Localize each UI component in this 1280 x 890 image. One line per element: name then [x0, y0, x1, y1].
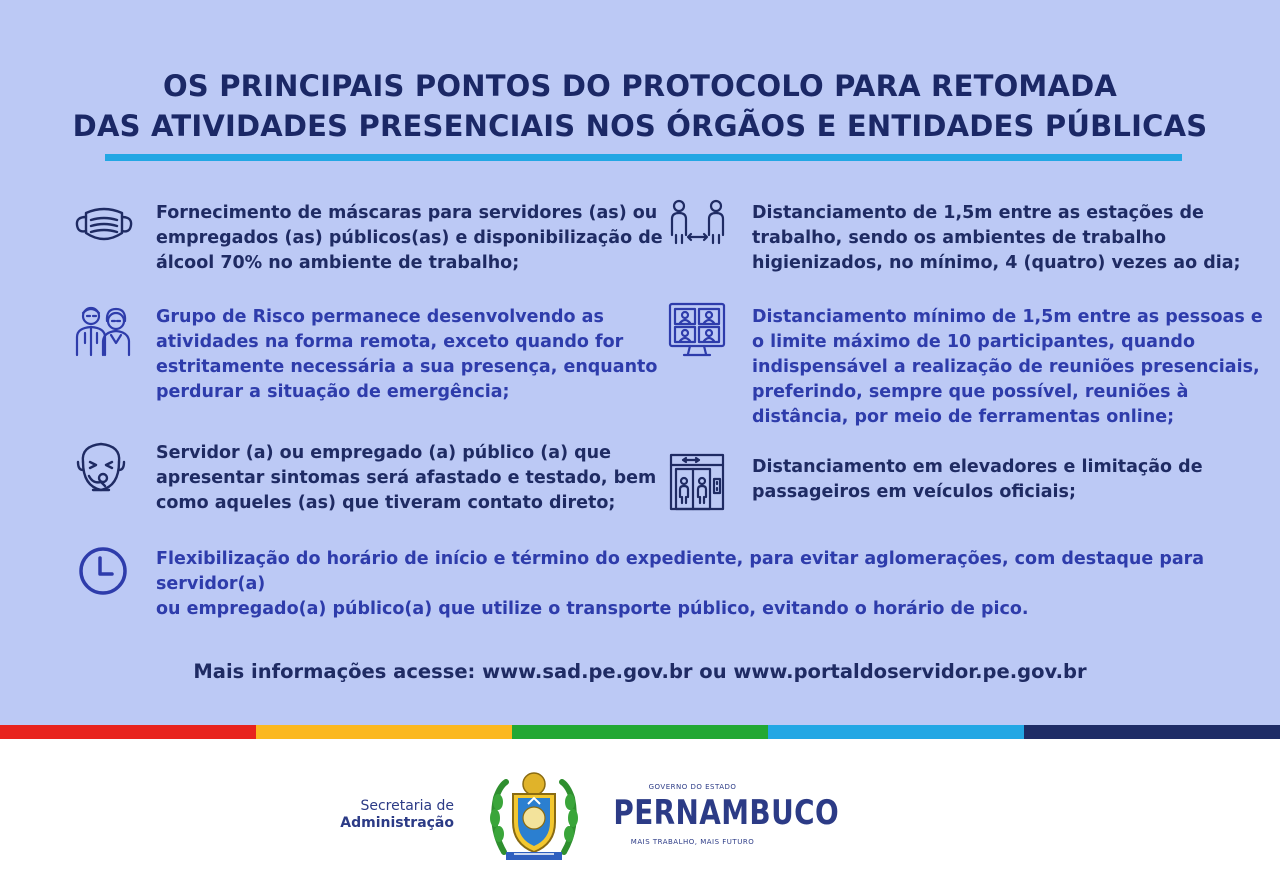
text-line: Grupo de Risco permanece desenvolvendo as: [156, 307, 604, 327]
meetings-text: [752, 305, 1263, 430]
risk-group-text: [156, 305, 657, 405]
state-name: PERNAMBUCO: [613, 793, 840, 833]
text-line: estritamente necessária a sua presença, enquanto: [156, 357, 658, 377]
text-line: Distanciamento de 1,5m entre as estações de: [752, 203, 1204, 223]
symptoms-text: [156, 441, 656, 516]
text-line: Distanciamento em elevadores e limitação de: [752, 457, 1203, 477]
schedule-text: [156, 547, 1280, 622]
secretaria-logo-text: [330, 798, 454, 832]
elevator-icon: [669, 453, 725, 511]
video-conference-icon: [668, 302, 726, 358]
face-mask-icon: [74, 203, 134, 247]
text-line: distância, por meio de ferramentas online;: [752, 407, 1175, 427]
text-line: empregados (as) públicos(as) e disponibilização de: [156, 228, 663, 248]
text-line: o limite máximo de 10 participantes, quando: [752, 332, 1195, 352]
text-line: higienizados, no mínimo, 4 (quatro) vezes ao dia;: [752, 253, 1241, 273]
pernambuco-coat-of-arms-icon: [486, 768, 582, 868]
text-line: ou empregado(a) público(a) que utilize o transporte público, evitando o horário de pico.: [156, 599, 1029, 619]
text-line: Flexibilização do horário de início e término do expediente, para evitar aglomerações, com destaque para servidor(a): [156, 549, 1205, 594]
text-line: álcool 70% no ambiente de trabalho;: [156, 253, 520, 273]
page-title: [0, 66, 1280, 146]
state-motto: MAIS TRABALHO, MAIS FUTURO: [630, 838, 755, 846]
text-line: passageiros em veículos oficiais;: [752, 482, 1076, 502]
secretaria-line-2: Administração: [340, 815, 454, 831]
text-line: Distanciamento mínimo de 1,5m entre as pessoas e: [752, 307, 1263, 327]
text-line: preferindo, sempre que possível, reuniões à: [752, 382, 1189, 402]
color-stripe-yellow: [256, 725, 512, 739]
text-line: apresentar sintomas será afastado e testado, bem: [156, 468, 657, 488]
text-line: Fornecimento de máscaras para servidores (as) ou: [156, 203, 658, 223]
masks-text: [156, 201, 663, 276]
title-underline: [105, 154, 1182, 161]
elderly-couple-icon: [74, 303, 132, 357]
sick-person-icon: [75, 440, 127, 496]
title-line-1: OS PRINCIPAIS PONTOS DO PROTOCOLO PARA RETOMADA: [162, 69, 1118, 103]
title-line-2: DAS ATIVIDADES PRESENCIAIS NOS ÓRGÃOS E ENTIDADES PÚBLICAS: [72, 109, 1208, 143]
color-stripe-red: [0, 725, 256, 739]
color-stripe-green: [512, 725, 768, 739]
more-info-text: Mais informações acesse: www.sad.pe.gov.br ou www.portaldoservidor.pe.gov.br: [193, 660, 1087, 683]
text-line: Servidor (a) ou empregado (a) público (a) que: [156, 443, 612, 463]
text-line: como aqueles (as) que tiveram contato direto;: [156, 493, 616, 513]
text-line: atividades na forma remota, exceto quando for: [156, 332, 624, 352]
workstation-distance-text: [752, 201, 1241, 276]
text-line: trabalho, sendo os ambientes de trabalho: [752, 228, 1167, 248]
color-stripe-light-blue: [768, 725, 1024, 739]
color-stripe-navy: [1024, 725, 1280, 739]
social-distance-icon: [668, 199, 726, 247]
gov-label: GOVERNO DO ESTADO: [648, 783, 737, 791]
secretaria-line-1: Secretaria de: [360, 798, 454, 814]
text-line: perdurar a situação de emergência;: [156, 382, 510, 402]
clock-icon: [78, 546, 128, 596]
text-line: indispensável a realização de reuniões presenciais,: [752, 357, 1260, 377]
elevators-text: [752, 455, 1203, 505]
